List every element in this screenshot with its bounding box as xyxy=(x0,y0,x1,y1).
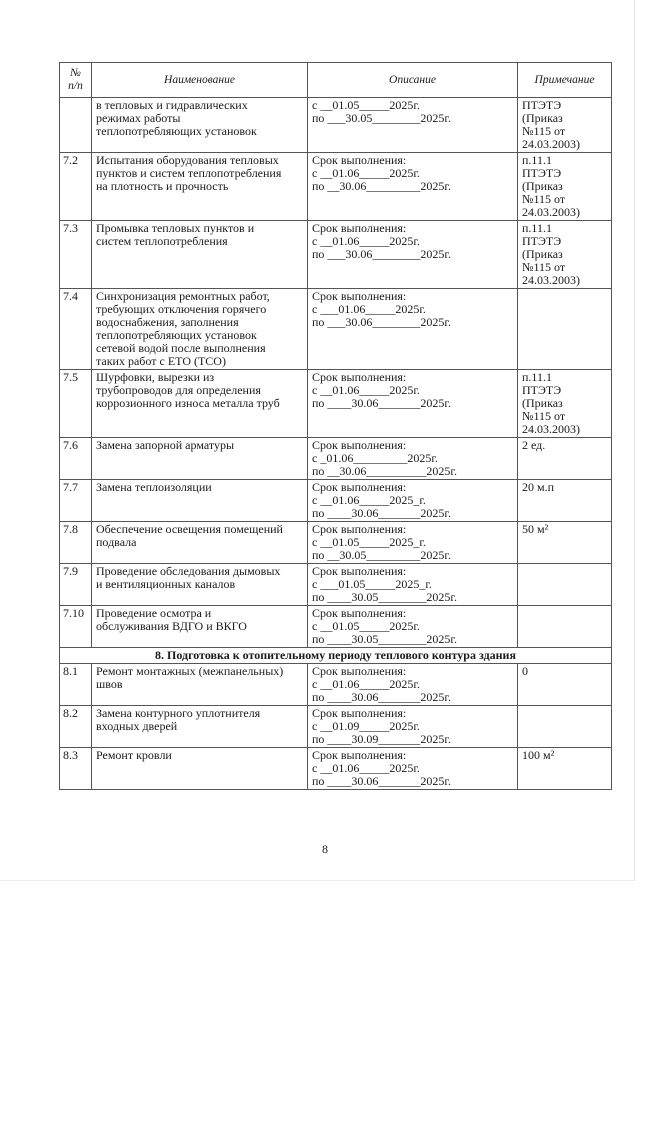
row-number xyxy=(60,98,92,153)
row-description-line: с __01.05_____2025г. xyxy=(312,619,420,633)
row-description xyxy=(308,153,518,221)
row-note xyxy=(518,664,612,706)
row-name xyxy=(92,664,308,706)
row-description xyxy=(308,98,518,153)
row-number: 8.2 xyxy=(60,706,92,748)
row-name xyxy=(92,438,308,480)
row-name-line: обслуживания ВДГО и ВКГО xyxy=(96,619,247,633)
row-number: 7.8 xyxy=(60,522,92,564)
row-description-line: с __01.06_____2025г. xyxy=(312,166,420,180)
row-note xyxy=(518,289,612,370)
row-name-line: Синхронизация ремонтных работ, xyxy=(96,289,270,303)
row-description-line: по ____30.09_______2025г. xyxy=(312,732,451,746)
row-description-line: по ____30.06_______2025г. xyxy=(312,396,451,410)
row-name-line: систем теплопотребления xyxy=(96,234,228,248)
row-name-line: трубопроводов для определения xyxy=(96,383,261,397)
row-description-line: с __01.06_____2025г. xyxy=(312,761,420,775)
row-description-line: Срок выполнения: xyxy=(312,706,407,720)
row-name-line: Промывка тепловых пунктов и xyxy=(96,221,255,235)
row-note-line: (Приказ xyxy=(522,247,563,261)
row-name xyxy=(92,706,308,748)
row-name xyxy=(92,221,308,289)
row-note xyxy=(518,480,612,522)
table-row xyxy=(60,289,612,370)
row-description xyxy=(308,664,518,706)
row-name-line: режимах работы xyxy=(96,111,181,125)
table-header-row xyxy=(60,63,612,98)
row-name xyxy=(92,748,308,790)
row-description-line: Срок выполнения: xyxy=(312,153,407,167)
row-description-line: Срок выполнения: xyxy=(312,606,407,620)
row-note-line: №115 от xyxy=(522,409,566,423)
row-name-line: Проведение осмотра и xyxy=(96,606,212,620)
header-desc: Описание xyxy=(308,63,518,98)
row-number: 8.3 xyxy=(60,748,92,790)
row-note-line: 0 xyxy=(522,664,528,678)
row-note-line: №115 от xyxy=(522,124,566,138)
section-row xyxy=(60,648,612,664)
row-note xyxy=(518,706,612,748)
row-name-line: Обеспечение освещения помещений xyxy=(96,522,283,536)
table-row xyxy=(60,706,612,748)
row-description-line: по ___30.06________2025г. xyxy=(312,315,451,329)
row-name-line: входных дверей xyxy=(96,719,178,733)
row-name-line: Шурфовки, вырезки из xyxy=(96,370,215,384)
row-description-line: по __30.06_________2025г. xyxy=(312,179,451,193)
row-name-line: и вентиляционных каналов xyxy=(96,577,236,591)
row-note xyxy=(518,98,612,153)
row-note-line: 20 м.п xyxy=(522,480,555,494)
table-row xyxy=(60,522,612,564)
row-number: 7.4 xyxy=(60,289,92,370)
row-note-line: ПТЭТЭ xyxy=(522,98,562,112)
row-description-line: по __30.05_________2025г. xyxy=(312,548,451,562)
row-description-line: по ____30.06_______2025г. xyxy=(312,690,451,704)
section-title: 8. Подготовка к отопительному периоду теплового контура здания xyxy=(60,648,612,664)
row-description-line: Срок выполнения: xyxy=(312,522,407,536)
table-row xyxy=(60,438,612,480)
row-name-line: требующих отключения горячего xyxy=(96,302,267,316)
row-name-line: таких работ с ЕТО (ТСО) xyxy=(96,354,226,368)
row-note xyxy=(518,153,612,221)
row-description-line: с __01.06_____2025_г. xyxy=(312,493,426,507)
row-number: 7.2 xyxy=(60,153,92,221)
row-name-line: Ремонт монтажных (межпанельных) xyxy=(96,664,284,678)
row-description-line: Срок выполнения: xyxy=(312,748,407,762)
row-note xyxy=(518,748,612,790)
row-description-line: с __01.05_____2025_г. xyxy=(312,535,426,549)
row-name-line: теплопотребляющих установок xyxy=(96,124,257,138)
row-note-line: (Приказ xyxy=(522,111,563,125)
row-number: 7.5 xyxy=(60,370,92,438)
row-name xyxy=(92,289,308,370)
row-name-line: теплопотребляющих установок xyxy=(96,328,257,342)
row-note-line: 24.03.2003) xyxy=(522,137,580,151)
row-name-line: водоснабжения, заполнения xyxy=(96,315,239,329)
row-description-line: Срок выполнения: xyxy=(312,370,407,384)
row-note-line: 50 м² xyxy=(522,522,549,536)
row-name-line: Ремонт кровли xyxy=(96,748,172,762)
row-description xyxy=(308,706,518,748)
row-description-line: с __01.06_____2025г. xyxy=(312,677,420,691)
row-name-line: Замена контурного уплотнителя xyxy=(96,706,261,720)
table-row xyxy=(60,153,612,221)
row-note-line: ПТЭТЭ xyxy=(522,166,562,180)
header-name: Наименование xyxy=(92,63,308,98)
row-note xyxy=(518,522,612,564)
row-note-line: п.11.1 xyxy=(522,221,552,235)
row-description xyxy=(308,748,518,790)
row-note-line: 24.03.2003) xyxy=(522,273,580,287)
row-description xyxy=(308,438,518,480)
row-note-line: (Приказ xyxy=(522,179,563,193)
row-number: 7.7 xyxy=(60,480,92,522)
header-note: Примечание xyxy=(518,63,612,98)
row-description xyxy=(308,221,518,289)
row-description-line: по ____30.06_______2025г. xyxy=(312,506,451,520)
table-row xyxy=(60,221,612,289)
row-note-line: 2 ед. xyxy=(522,438,546,452)
row-description-line: Срок выполнения: xyxy=(312,221,407,235)
page-number: 8 xyxy=(322,842,328,856)
row-description-line: Срок выполнения: xyxy=(312,564,407,578)
row-name xyxy=(92,564,308,606)
row-description-line: с __01.06_____2025г. xyxy=(312,383,420,397)
row-note-line: №115 от xyxy=(522,192,566,206)
row-description-line: Срок выполнения: xyxy=(312,480,407,494)
row-description-line: с __01.09_____2025г. xyxy=(312,719,420,733)
row-description-line: Срок выполнения: xyxy=(312,664,407,678)
row-description-line: с _01.06_________2025г. xyxy=(312,451,438,465)
row-note-line: п.11.1 xyxy=(522,370,552,384)
row-note-line: 24.03.2003) xyxy=(522,422,580,436)
row-name xyxy=(92,480,308,522)
row-description-line: по __30.06__________2025г. xyxy=(312,464,457,478)
row-name-line: пунктов и систем теплопотребления xyxy=(96,166,282,180)
row-description-line: с __01.05_____2025г. xyxy=(312,98,420,112)
row-description xyxy=(308,564,518,606)
row-note xyxy=(518,606,612,648)
table-row xyxy=(60,748,612,790)
row-name-line: сетевой водой после выполнения xyxy=(96,341,266,355)
table-row xyxy=(60,98,612,153)
row-number: 7.9 xyxy=(60,564,92,606)
table-row xyxy=(60,370,612,438)
row-description xyxy=(308,480,518,522)
row-note xyxy=(518,564,612,606)
row-description xyxy=(308,289,518,370)
row-name-line: коррозионного износа металла труб xyxy=(96,396,280,410)
row-number: 7.10 xyxy=(60,606,92,648)
row-number: 8.1 xyxy=(60,664,92,706)
row-description-line: с ___01.05_____2025_г. xyxy=(312,577,432,591)
row-name-line: на плотность и прочность xyxy=(96,179,229,193)
row-name-line: Испытания оборудования тепловых xyxy=(96,153,279,167)
row-description-line: по ___30.06________2025г. xyxy=(312,247,451,261)
table-row xyxy=(60,664,612,706)
row-note-line: (Приказ xyxy=(522,396,563,410)
row-note xyxy=(518,370,612,438)
row-name-line: подвала xyxy=(96,535,137,549)
row-name-line: в тепловых и гидравлических xyxy=(96,98,248,112)
row-name-line: Замена запорной арматуры xyxy=(96,438,234,452)
row-note-line: п.11.1 xyxy=(522,153,552,167)
row-note-line: №115 от xyxy=(522,260,566,274)
row-name-line: Проведение обследования дымовых xyxy=(96,564,281,578)
row-description-line: Срок выполнения: xyxy=(312,289,407,303)
row-name xyxy=(92,370,308,438)
row-note-line: ПТЭТЭ xyxy=(522,383,562,397)
row-name xyxy=(92,522,308,564)
table-row xyxy=(60,480,612,522)
row-number: 7.3 xyxy=(60,221,92,289)
row-description-line: по ____30.05________2025г. xyxy=(312,632,457,646)
row-note-line: 100 м² xyxy=(522,748,555,762)
row-note-line: 24.03.2003) xyxy=(522,205,580,219)
table-row xyxy=(60,606,612,648)
row-description xyxy=(308,370,518,438)
row-number: 7.6 xyxy=(60,438,92,480)
row-description-line: по ____30.05________2025г. xyxy=(312,590,457,604)
table-row xyxy=(60,564,612,606)
row-name-line: Замена теплоизоляции xyxy=(96,480,212,494)
row-name xyxy=(92,606,308,648)
row-name xyxy=(92,98,308,153)
row-name xyxy=(92,153,308,221)
row-name-line: швов xyxy=(96,677,123,691)
row-description xyxy=(308,606,518,648)
row-note xyxy=(518,438,612,480)
row-description-line: с __01.06_____2025г. xyxy=(312,234,420,248)
row-note xyxy=(518,221,612,289)
row-description-line: Срок выполнения: xyxy=(312,438,407,452)
work-plan-table xyxy=(59,62,612,790)
row-description xyxy=(308,522,518,564)
row-description-line: с ___01.06_____2025г. xyxy=(312,302,426,316)
header-num: № п/п xyxy=(60,63,92,98)
row-description-line: по ____30.06_______2025г. xyxy=(312,774,451,788)
row-description-line: по ___30.05________2025г. xyxy=(312,111,451,125)
row-note-line: ПТЭТЭ xyxy=(522,234,562,248)
